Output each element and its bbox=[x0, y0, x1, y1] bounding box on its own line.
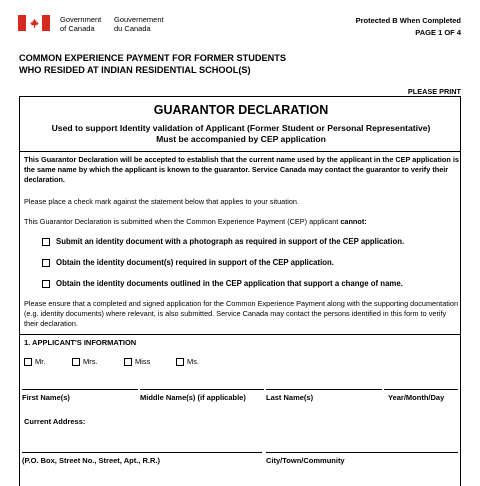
protected-label: Protected B When Completed bbox=[355, 16, 461, 25]
checkbox[interactable] bbox=[176, 358, 184, 366]
street-address-field[interactable] bbox=[22, 452, 262, 453]
dob-field[interactable] bbox=[384, 389, 458, 390]
last-name-field[interactable] bbox=[266, 389, 382, 390]
checkbox[interactable] bbox=[42, 238, 50, 246]
section-applicant-title: 1. APPLICANT'S INFORMATION bbox=[24, 338, 137, 347]
checkbox[interactable] bbox=[24, 358, 32, 366]
title-ms[interactable]: Ms. bbox=[176, 357, 199, 366]
first-name-label: First Name(s) bbox=[22, 393, 70, 402]
checkbox[interactable] bbox=[124, 358, 132, 366]
checkbox[interactable] bbox=[42, 280, 50, 288]
title-mrs[interactable]: Mrs. bbox=[72, 357, 98, 366]
instruction-text: Please place a check mark against the statement below that applies to your situation. bbox=[24, 197, 300, 206]
declaration-frame bbox=[19, 96, 461, 486]
checkbox[interactable] bbox=[72, 358, 80, 366]
current-address-label: Current Address: bbox=[24, 417, 86, 426]
option-photo-id[interactable]: Submit an identity document with a photograph as required in support of the CEP application. bbox=[42, 237, 404, 246]
divider bbox=[20, 334, 460, 335]
declaration-title: GUARANTOR DECLARATION bbox=[153, 103, 329, 117]
title-miss[interactable]: Miss bbox=[124, 357, 150, 366]
government-fr: Gouvernement du Canada bbox=[114, 15, 164, 33]
option-identity-docs[interactable]: Obtain the identity document(s) required in support of the CEP application. bbox=[42, 258, 334, 267]
city-field[interactable] bbox=[266, 452, 458, 453]
page-number: PAGE 1 OF 4 bbox=[415, 28, 461, 37]
government-en: Government of Canada bbox=[60, 15, 102, 33]
divider bbox=[20, 151, 460, 152]
canada-flag-icon bbox=[18, 15, 50, 31]
first-name-field[interactable] bbox=[22, 389, 138, 390]
form-title: COMMON EXPERIENCE PAYMENT FOR FORMER STUDENTS WHO RESIDED AT INDIAN RESIDENTIAL SCHOOL(S) bbox=[19, 53, 286, 75]
middle-name-label: Middle Name(s) (if applicable) bbox=[140, 393, 246, 402]
checkbox[interactable] bbox=[42, 259, 50, 267]
title-mr[interactable]: Mr. bbox=[24, 357, 45, 366]
last-name-label: Last Name(s) bbox=[266, 393, 314, 402]
dob-label: Year/Month/Day bbox=[388, 393, 445, 402]
please-print-label: PLEASE PRINT bbox=[407, 87, 461, 96]
option-change-of-name[interactable]: Obtain the identity documents outlined in the CEP application that support a change of name. bbox=[42, 279, 403, 288]
declaration-subtitle: Used to support Identity validation of Applicant (Former Student or Personal Representative) Must be accompanied by CEP application bbox=[51, 123, 431, 144]
po-box-label: (P.O. Box, Street No., Street, Apt., R.R.) bbox=[22, 456, 160, 465]
middle-name-field[interactable] bbox=[140, 389, 264, 390]
submitted-text: This Guarantor Declaration is submitted when the Common Experience Payment (CEP) applicant cannot: bbox=[24, 217, 367, 226]
city-label: City/Town/Community bbox=[266, 456, 345, 465]
intro-text: This Guarantor Declaration will be accepted to establish that the current name used by the applicant in the CEP application is the same name by which the applicant is known to the guarantor. Service Canada may contact the guarantor to verify their declaration. bbox=[24, 155, 459, 184]
closing-text: Please ensure that a completed and signed application for the Common Experience Payment along with the supporting documentation (e.g. identity documents) where relevant, is also submitted. Service Canada may contact the persons identified in this form to verify their declaration. bbox=[24, 299, 459, 328]
